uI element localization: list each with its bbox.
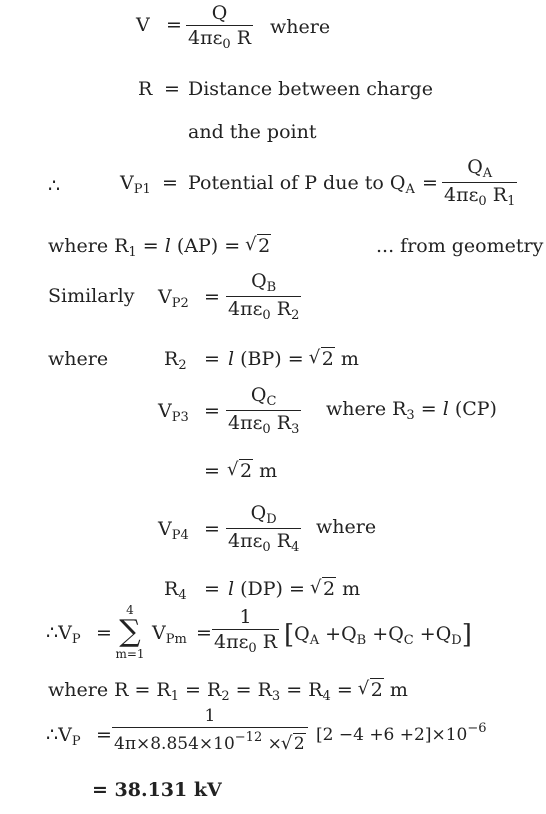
line8-eq: = (204, 400, 220, 422)
line4-denominator: $4\pi\varepsilon_0$ $R_1$ (444, 184, 516, 209)
line14-eq: = (96, 724, 112, 746)
line11-rhs: l (DP) = √ 2 m (228, 580, 360, 599)
line10-fraction (226, 504, 301, 554)
line7-label: where (48, 348, 109, 370)
line8-numerator: $Q_C$ (250, 384, 277, 409)
line6-label: Similarly (48, 285, 135, 307)
line7-rhs: l (BP) = √ 2 m (228, 350, 359, 369)
line10-denominator: $4\pi\varepsilon_0$ $R_4$ (228, 530, 300, 555)
line4-numerator: $Q_A$ (467, 156, 493, 181)
line3-text: and the point (188, 121, 317, 143)
line12-sum-lower: m=1 (115, 647, 145, 661)
line2-eq: = (164, 78, 180, 100)
line12-sum-sign: ∑ (119, 614, 141, 649)
line11-lhs: $R_4$ (164, 578, 187, 603)
line14-numerator: 1 (204, 706, 216, 726)
final-result: = 38.131 kV (92, 779, 222, 801)
line12-sum-upper: 4 (126, 603, 134, 617)
line12-numerator: 1 (239, 606, 252, 628)
line1-eq: = (166, 14, 182, 36)
line8-where: where $R_3 = l$ (CP) (326, 398, 497, 423)
line14-denominator: $4\pi\times 8.854\times 10^{-12}$ ×√ 2 (112, 727, 308, 753)
line6-numerator: $Q_B$ (251, 270, 277, 295)
line1-lhs: V (136, 14, 150, 36)
line12-denominator: $4\pi\varepsilon_0$ R (214, 631, 278, 656)
line4-eq2: = (422, 172, 438, 194)
line12-eq: = (96, 622, 112, 644)
line14-lhs: $\therefore V_P$ (46, 724, 81, 749)
line6-denominator: $4\pi\varepsilon_0$ $R_2$ (228, 298, 300, 323)
line14-fraction (112, 708, 308, 753)
line2-lhs: R (138, 78, 153, 100)
line7-lhs: $R_2$ (164, 348, 187, 373)
line6-fraction (226, 272, 301, 322)
line10-where: where (316, 516, 377, 538)
line4-eq: = (162, 172, 178, 194)
line12-term: $V_{Pm}$ (152, 622, 187, 647)
line14-bracket: $[2 -4 +6 +2]\times 10^{-6}$ (316, 721, 487, 745)
line1-denominator: $4\pi\varepsilon_0$ R (188, 27, 252, 52)
line8-fraction (226, 386, 301, 436)
line1-where: where (270, 16, 331, 38)
line10-numerator: $Q_D$ (250, 502, 277, 527)
line8-denominator: $4\pi\varepsilon_0$ $R_3$ (228, 412, 300, 437)
line9-eq: = (204, 460, 220, 482)
line10-eq: = (204, 518, 220, 540)
line7-eq: = (204, 348, 220, 370)
line1-fraction (186, 4, 253, 51)
line8-lhs: $V_{P3}$ (158, 400, 189, 425)
line6-lhs: $V_{P2}$ (158, 286, 189, 311)
line4-lhs: $V_{P1}$ (120, 172, 151, 197)
line2-text: Distance between charge (188, 78, 433, 100)
line13-equation: where $R = R_1 = R_2 = R_3 = R_4$ = √ 2 m (48, 681, 408, 703)
line12-fraction (212, 608, 279, 655)
line9-rhs: √ 2 m (228, 462, 277, 481)
line5-note: ... from geometry (376, 235, 544, 257)
line1-numerator: Q (211, 2, 228, 24)
line4-therefore: ∴ (48, 175, 61, 197)
line4-fraction (442, 158, 517, 208)
line11-eq: = (204, 578, 220, 600)
line12-lhs: $\therefore V_P$ (46, 622, 81, 647)
line5-equation: where $R_1 = l$ (AP) = √ 2 (48, 237, 271, 259)
line12-summation (114, 604, 146, 660)
line4-text: Potential of P due to $Q_A$ (188, 172, 415, 197)
line6-eq: = (204, 286, 220, 308)
line10-lhs: $V_{P4}$ (158, 518, 189, 543)
line12-bracket: $[Q_A +Q_B +Q_C +Q_D]$ (284, 620, 472, 650)
line12-eq2: = (196, 622, 212, 644)
